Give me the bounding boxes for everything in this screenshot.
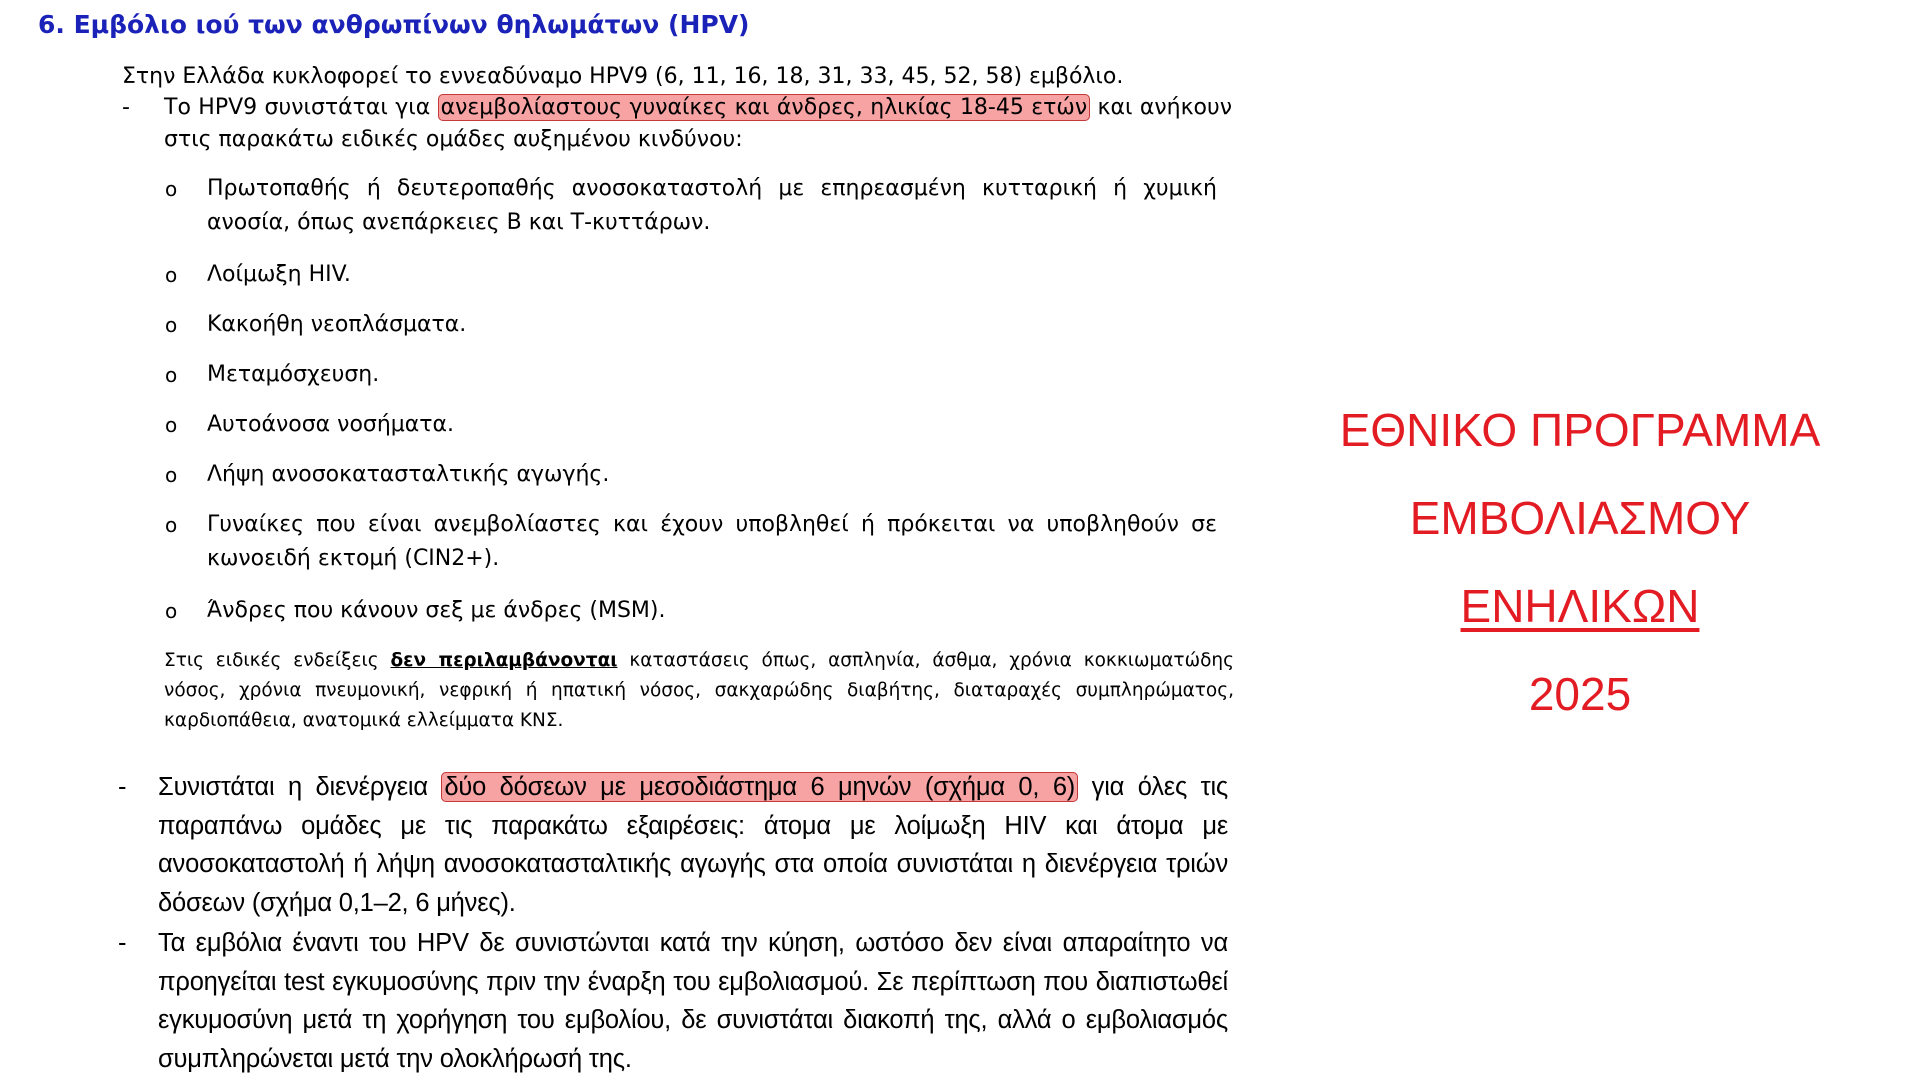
risk-group-text: Κακοήθη νεοπλάσματα. [207, 312, 467, 337]
text-after: και ανήκουν στις παρακάτω ειδικές ομάδες αυξημένου κινδύνου: [164, 95, 1233, 152]
program-title [1300, 386, 1860, 738]
circle-bullet: o [165, 263, 178, 287]
recommendation-text-2 [158, 768, 1228, 922]
title-year: 2025 [1528, 668, 1632, 720]
section-heading: 6. Εμβόλιο ιού των ανθρωπίνων θηλωμάτων (HPV) [38, 10, 750, 39]
title-line-1: ΕΘΝΙΚΟ ΠΡΟΓΡΑΜΜΑ [1339, 404, 1821, 456]
risk-group-text: Πρωτοπαθής ή δευτεροπαθής ανοσοκαταστολή με επηρεασμένη κυτταρική ή χυμική ανοσία, όπως ανεπάρκειες Β και Τ-κυττάρων. [207, 176, 1217, 235]
note-emphasis: δεν περιλαμβάνονται [390, 650, 618, 671]
risk-group-text: Γυναίκες που είναι ανεμβολίαστες και έχουν υποβληθεί ή πρόκειται να υποβληθούν σε κωνοειδή εκτομή (CIN2+). [207, 512, 1217, 571]
risk-group-text: Λήψη ανοσοκατασταλτικής αγωγής. [207, 462, 610, 487]
risk-group-text: Μεταμόσχευση. [207, 362, 380, 387]
highlighted-phrase: δύο δόσεων με μεσοδιάστημα 6 μηνών (σχήμα 0, 6) [441, 772, 1078, 802]
highlighted-phrase: ανεμβολίαστους γυναίκες και άνδρες, ηλικίας 18-45 ετών [438, 94, 1091, 121]
recommendation-text-3: Τα εμβόλια έναντι του HPV δε συνιστώνται κατά την κύηση, ωστόσο δεν είναι απαραίτητο να προηγείται test εγκυμοσύνης πριν την έναρξη του εμβολιασμού. Σε περίπτωση που διαπιστωθεί εγκυμοσύνη μετά τη χορήγηση του εμβολίου, δε συνιστάται διακοπή της, αλλά ο εμβολιασμός συμπληρώνεται μετά την ολοκλήρωσή της. [158, 929, 1228, 1073]
circle-bullet: o [165, 313, 178, 337]
intro-text: Στην Ελλάδα κυκλοφορεί το εννεαδύναμο HPV9 (6, 11, 16, 18, 31, 33, 45, 52, 58) εμβόλιο. [122, 64, 1124, 89]
text-after: για όλες τις παραπάνω ομάδες με τις παρακάτω εξαιρέσεις: άτομα με λοίμωξη HIV και άτομα με ανοσοκαταστολή ή λήψη ανοσοκατασταλτικής αγωγής στα οποία συνιστάται η διενέργεια τριών δόσεων (σχήμα 0,1–2, 6 μήνες). [158, 773, 1229, 917]
text-before: Συνιστάται η διενέργεια [158, 773, 442, 801]
note-before: Στις ειδικές ενδείξεις [164, 650, 391, 671]
recommendation-text-1 [164, 92, 1232, 156]
circle-bullet: o [165, 177, 178, 201]
circle-bullet: o [165, 513, 178, 537]
circle-bullet: o [165, 363, 178, 387]
text-before: Το HPV9 συνιστάται για [164, 95, 438, 120]
risk-group-text: Λοίμωξη HIV. [207, 262, 351, 287]
dash-bullet: - [122, 95, 130, 120]
title-line-3: ΕΝΗΛΙΚΩΝ [1460, 580, 1700, 632]
risk-group-text: Αυτοάνοσα νοσήματα. [207, 412, 455, 437]
circle-bullet: o [165, 413, 178, 437]
circle-bullet: o [165, 599, 178, 623]
note-after: καταστάσεις όπως, ασπληνία, άσθμα, χρόνια κοκκιωματώδης νόσος, χρόνια πνευμονική, νεφρική ή ηπατική νόσος, σακχαρώδης διαβήτης, διαταραχές συμπληρώματος, καρδιοπάθεια, ανατομικά ελλείμματα ΚΝΣ. [164, 650, 1234, 731]
circle-bullet: o [165, 463, 178, 487]
title-line-2: ΕΜΒΟΛΙΑΣΜΟΥ [1409, 492, 1751, 544]
exclusions-note [164, 646, 1234, 736]
dash-bullet: - [118, 929, 127, 957]
dash-bullet: - [118, 773, 127, 801]
risk-group-text: Άνδρες που κάνουν σεξ με άνδρες (MSM). [207, 598, 666, 623]
